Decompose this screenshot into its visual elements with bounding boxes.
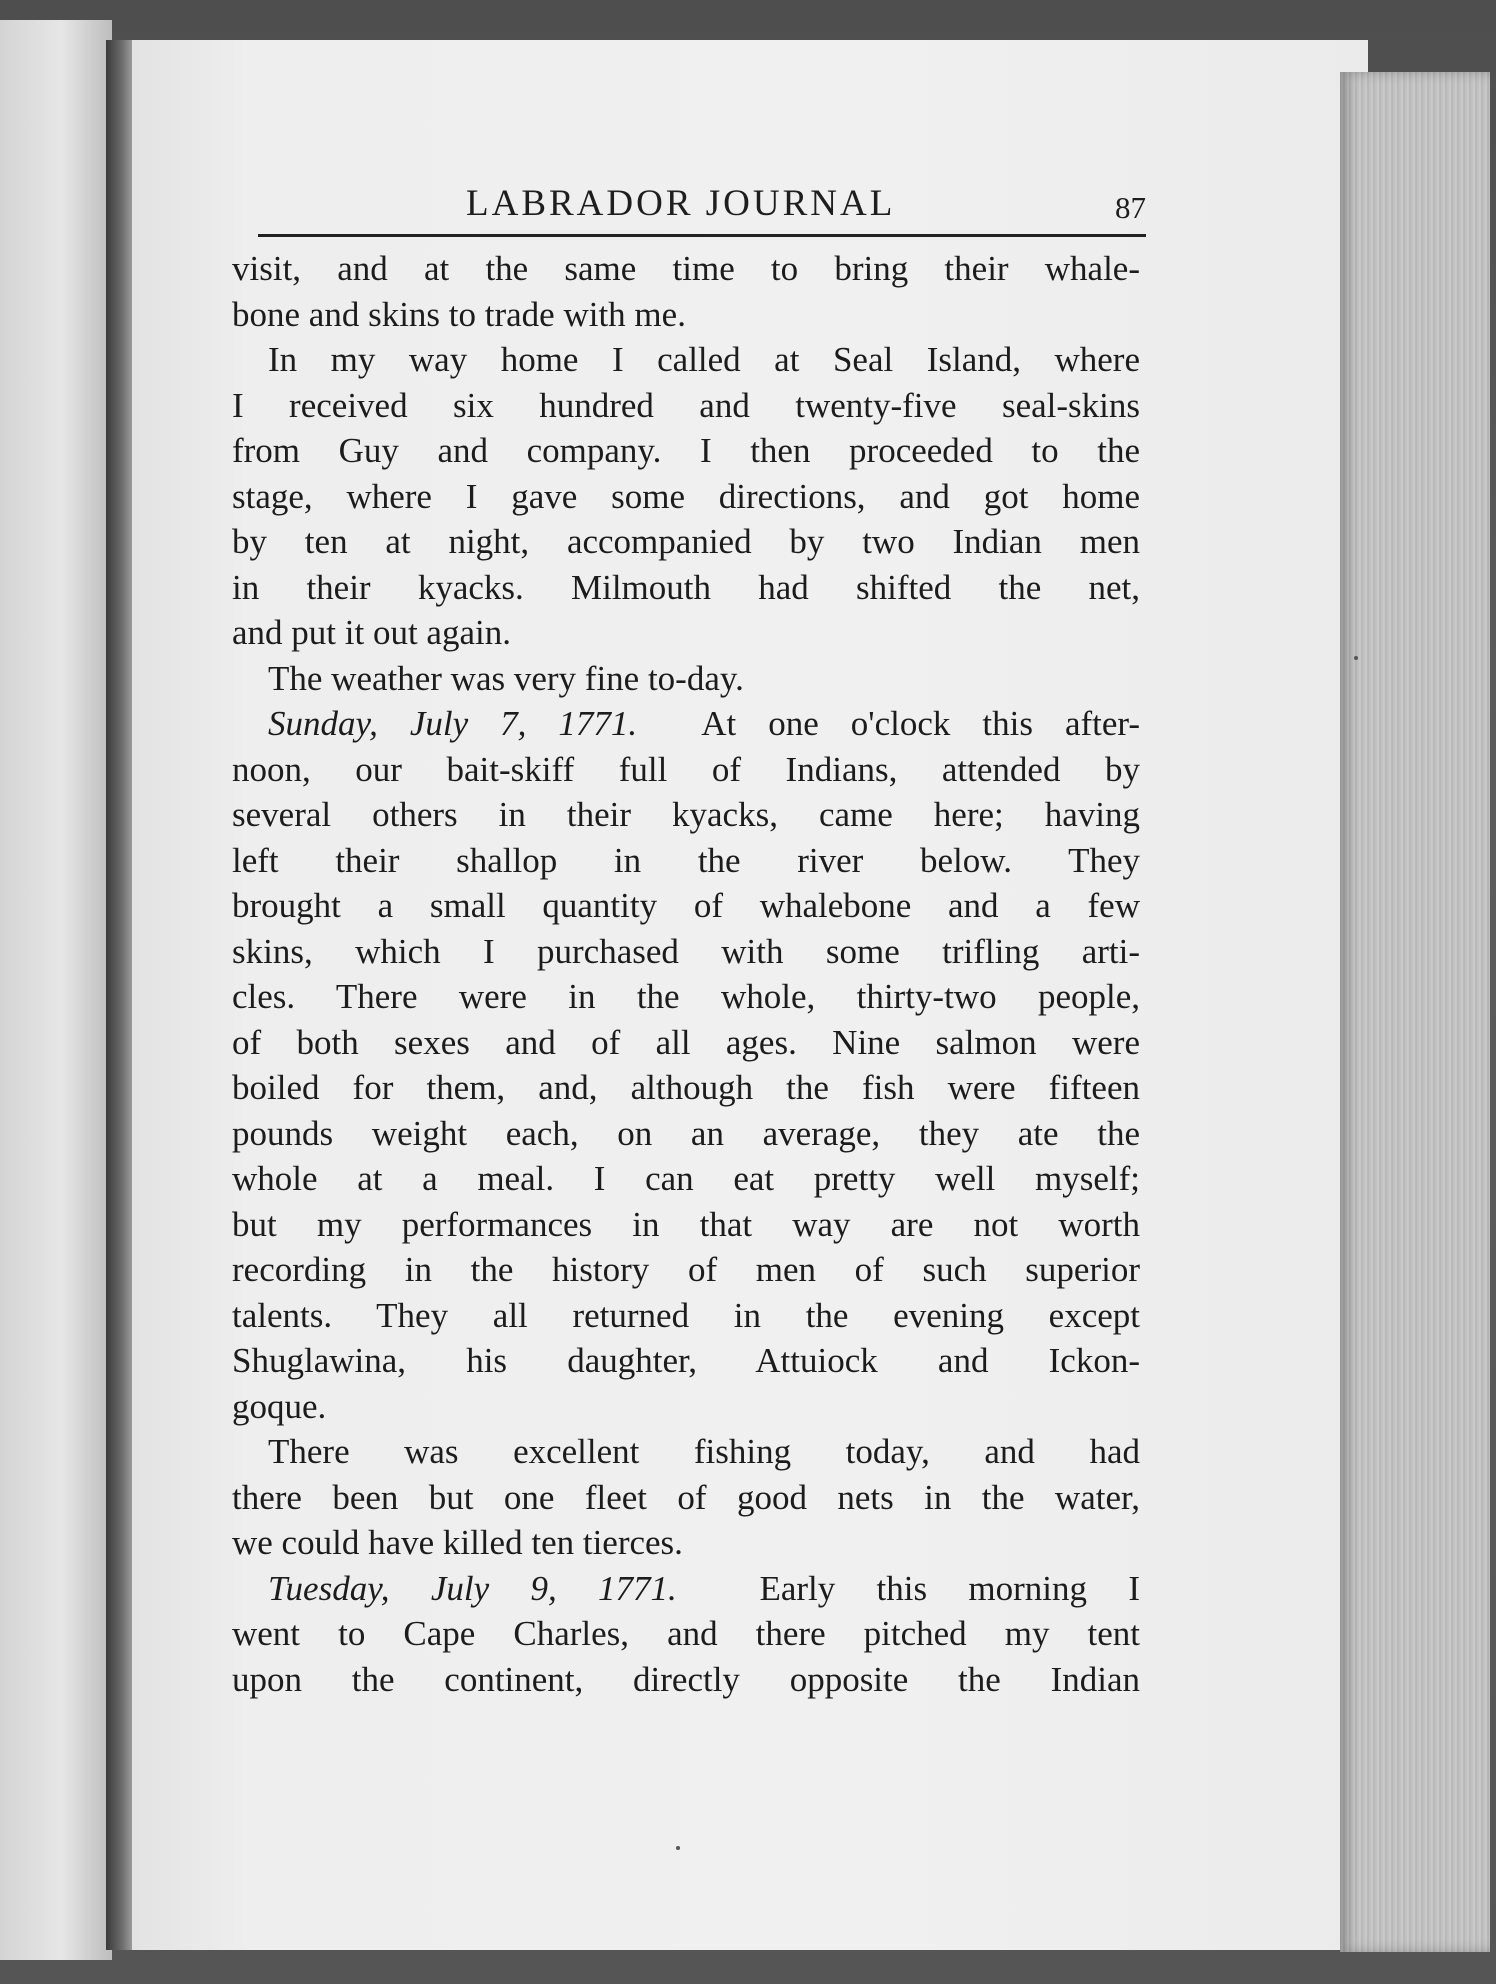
journal-date: Tuesday, July 9, 1771. bbox=[268, 1568, 677, 1608]
text-run: At one o'clock this after- bbox=[701, 704, 1141, 743]
text-line: pounds weight each, on an average, they ate the bbox=[232, 1113, 1140, 1153]
page-header bbox=[258, 182, 1146, 232]
text-line: recording in the history of men of such superior bbox=[232, 1250, 1140, 1289]
paragraph bbox=[232, 1429, 1140, 1566]
dust-speck bbox=[1354, 656, 1358, 660]
paragraph bbox=[232, 656, 1140, 702]
text-line: noon, our bait-skiff full of Indians, attended by bbox=[232, 749, 1140, 789]
text-line: In my way home I called at Seal Island, where bbox=[268, 340, 1140, 379]
text-run: Early this morning I bbox=[759, 1568, 1141, 1608]
text-line: left their shallop in the river below. They bbox=[232, 840, 1140, 880]
text-line: in their kyacks. Milmouth had shifted the net, bbox=[232, 567, 1140, 607]
journal-date: Sunday, July 7, 1771. bbox=[268, 704, 638, 743]
paragraph bbox=[232, 246, 1140, 337]
text-line: we could have killed ten tierces. bbox=[232, 1523, 683, 1562]
dust-speck bbox=[676, 1846, 680, 1850]
text-line bbox=[232, 701, 1140, 747]
text-line: goque. bbox=[232, 1386, 327, 1426]
text-line: There was excellent fishing today, and had bbox=[268, 1432, 1140, 1471]
text-line: of both sexes and of all ages. Nine salmon were bbox=[232, 1022, 1140, 1062]
text-line: bone and skins to trade with me. bbox=[232, 294, 686, 334]
text-line: several others in their kyacks, came here; having bbox=[232, 795, 1140, 834]
body-text bbox=[232, 246, 1140, 1702]
text-line: brought a small quantity of whalebone and a few bbox=[232, 886, 1140, 925]
text-line: boiled for them, and, although the fish were fifteen bbox=[232, 1068, 1140, 1107]
text-line: went to Cape Charles, and there pitched my tent bbox=[232, 1614, 1140, 1653]
text-line: there been but one fleet of good nets in the water, bbox=[232, 1477, 1140, 1517]
text-line: talents. They all returned in the evening except bbox=[232, 1295, 1140, 1335]
text-line: but my performances in that way are not worth bbox=[232, 1204, 1140, 1244]
text-line: stage, where I gave some directions, and got home bbox=[232, 476, 1140, 516]
paragraph bbox=[232, 701, 1140, 1429]
facing-page-edge bbox=[0, 20, 112, 1960]
text-line: and put it out again. bbox=[232, 613, 511, 652]
text-line bbox=[232, 1566, 1140, 1612]
text-line: by ten at night, accompanied by two Indian men bbox=[232, 522, 1140, 561]
running-head: LABRADOR JOURNAL bbox=[466, 183, 896, 224]
text-line: Shuglawina, his daughter, Attuiock and Ickon- bbox=[232, 1341, 1140, 1380]
page-number: 87 bbox=[1115, 190, 1146, 225]
book-gutter bbox=[106, 40, 132, 1950]
paragraph bbox=[232, 337, 1140, 656]
paragraph bbox=[232, 1566, 1140, 1703]
page-edge-stack bbox=[1340, 72, 1490, 1952]
text-line: visit, and at the same time to bring their whale- bbox=[232, 249, 1140, 288]
text-line: The weather was very fine to-day. bbox=[268, 658, 744, 698]
text-line: I received six hundred and twenty-five seal-skins bbox=[232, 385, 1140, 425]
text-line: from Guy and company. I then proceeded to the bbox=[232, 431, 1140, 470]
text-line: upon the continent, directly opposite the Indian bbox=[232, 1659, 1140, 1699]
text-line: skins, which I purchased with some trifling arti- bbox=[232, 931, 1140, 971]
text-line: whole at a meal. I can eat pretty well myself; bbox=[232, 1159, 1140, 1198]
header-rule bbox=[258, 234, 1146, 237]
text-line: cles. There were in the whole, thirty-two people, bbox=[232, 977, 1140, 1016]
